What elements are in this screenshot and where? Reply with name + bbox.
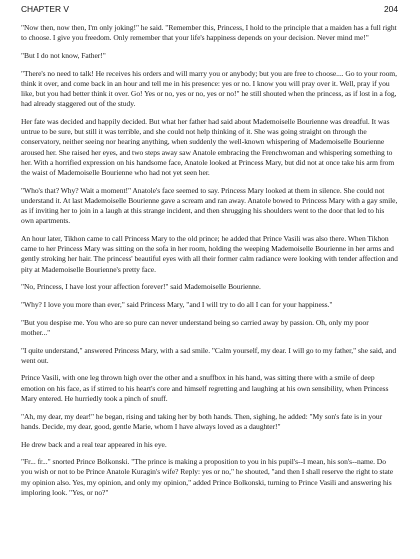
paragraph: "Why? I love you more than ever," said Princess Mary, "and I will try to do all I can for your happiness." xyxy=(21,299,333,309)
page-body xyxy=(21,23,398,498)
paragraph: "I quite understand," answered Princess Mary, with a sad smile. "Calm yourself, my dear. I will go to my father," she said, and went out. xyxy=(21,345,397,365)
paragraph: Prince Vasili, with one leg thrown high over the other and a snuffbox in his hand, was sitting there with a smile of deep emotion on his face, as if stirred to his heart's core and himself regretting and laughing at his own sensibility, when Princess Mary entered. He hurriedly took a pinch of snuff. xyxy=(21,373,389,403)
paragraph: "Now then, now then, I'm only joking!" he said. "Remember this, Princess, I hold to the principle that a maiden has a full right to choose. I give you freedom. Only remember that your life's happiness depends on your decision. Never mind me!" xyxy=(21,23,397,43)
chapter-title: CHAPTER V xyxy=(21,4,69,14)
page-number: 204 xyxy=(384,4,398,14)
page-header xyxy=(21,0,398,18)
paragraph: "But I do not know, Father!" xyxy=(21,50,106,60)
paragraph: "There's no need to talk! He receives his orders and will marry you or anybody; but you are free to choose.... Go to your room, think it over, and come back in an hour and tell me in his presence: yes or no. I know you will pray over it. Well, pray if you like, but you had better think it over. Go! Yes or no, yes or no, yes or no!" he still shouted when the princess, as if lost in a fog, had already staggered out of the study. xyxy=(21,68,397,109)
paragraph: Her fate was decided and happily decided. But what her father had said about Mademoiselle Bourienne was dreadful. It was untrue to be sure, but still it was terrible, and she could not help thinking of it. She was going straight on through the conservatory, neither seeing nor hearing anything, when suddenly the well-known whispering of Mademoiselle Bourienne aroused her. She raised her eyes, and two steps away saw Anatole embracing the Frenchwoman and whispering something to her. With a horrified expression on his handsome face, Anatole looked at Princess Mary, but did not at once take his arm from the waist of Mademoiselle Bourienne who had not yet seen her. xyxy=(21,116,395,177)
paragraph: "Ah, my dear, my dear!" he began, rising and taking her by both hands. Then, sighing, he added: "My son's fate is in your hands. Decide, my dear, good, gentle Marie, whom I have always loved as a daughter!" xyxy=(21,411,383,431)
paragraph: An hour later, Tikhon came to call Princess Mary to the old prince; he added that Prince Vasili was also there. When Tikhon came to her Princess Mary was sitting on the sofa in her room, holding the weeping Mademoiselle Bourienne in her arms and gently stroking her hair. The princess' beautiful eyes with all their former calm radiance were looking with tender affection and pity at Mademoiselle Bourienne's pretty face. xyxy=(21,233,398,274)
paragraph: "Fr... fr..." snorted Prince Bolkonski. "The prince is making a proposition to you in his pupil's--I mean, his son's--name. Do you wish or not to be Prince Anatole Kuragin's wife? Reply: yes or no," he shouted, "and then I shall reserve the right to state my opinion also. Yes, my opinion, and only my opinion," added Prince Bolkonski, turning to Prince Vasili and answering his imploring look. "Yes, or no?" xyxy=(21,457,394,497)
paragraph: "Who's that? Why? Wait a moment!" Anatole's face seemed to say. Princess Mary looked at them in silence. She could not understand it. At last Mademoiselle Bourienne gave a scream and ran away. Anatole bowed to Princess Mary with a gay smile, as if inviting her to join in a laugh at this strange incident, and then shrugging his shoulders went to the door that led to his own apartments. xyxy=(21,185,398,226)
paragraph: "No, Princess, I have lost your affection forever!" said Mademoiselle Bourienne. xyxy=(21,282,261,292)
paragraph: He drew back and a real tear appeared in his eye. xyxy=(21,439,167,449)
paragraph: "But you despise me. You who are so pure can never understand being so carried away by passion. Oh, only my poor mother..." xyxy=(21,317,369,337)
